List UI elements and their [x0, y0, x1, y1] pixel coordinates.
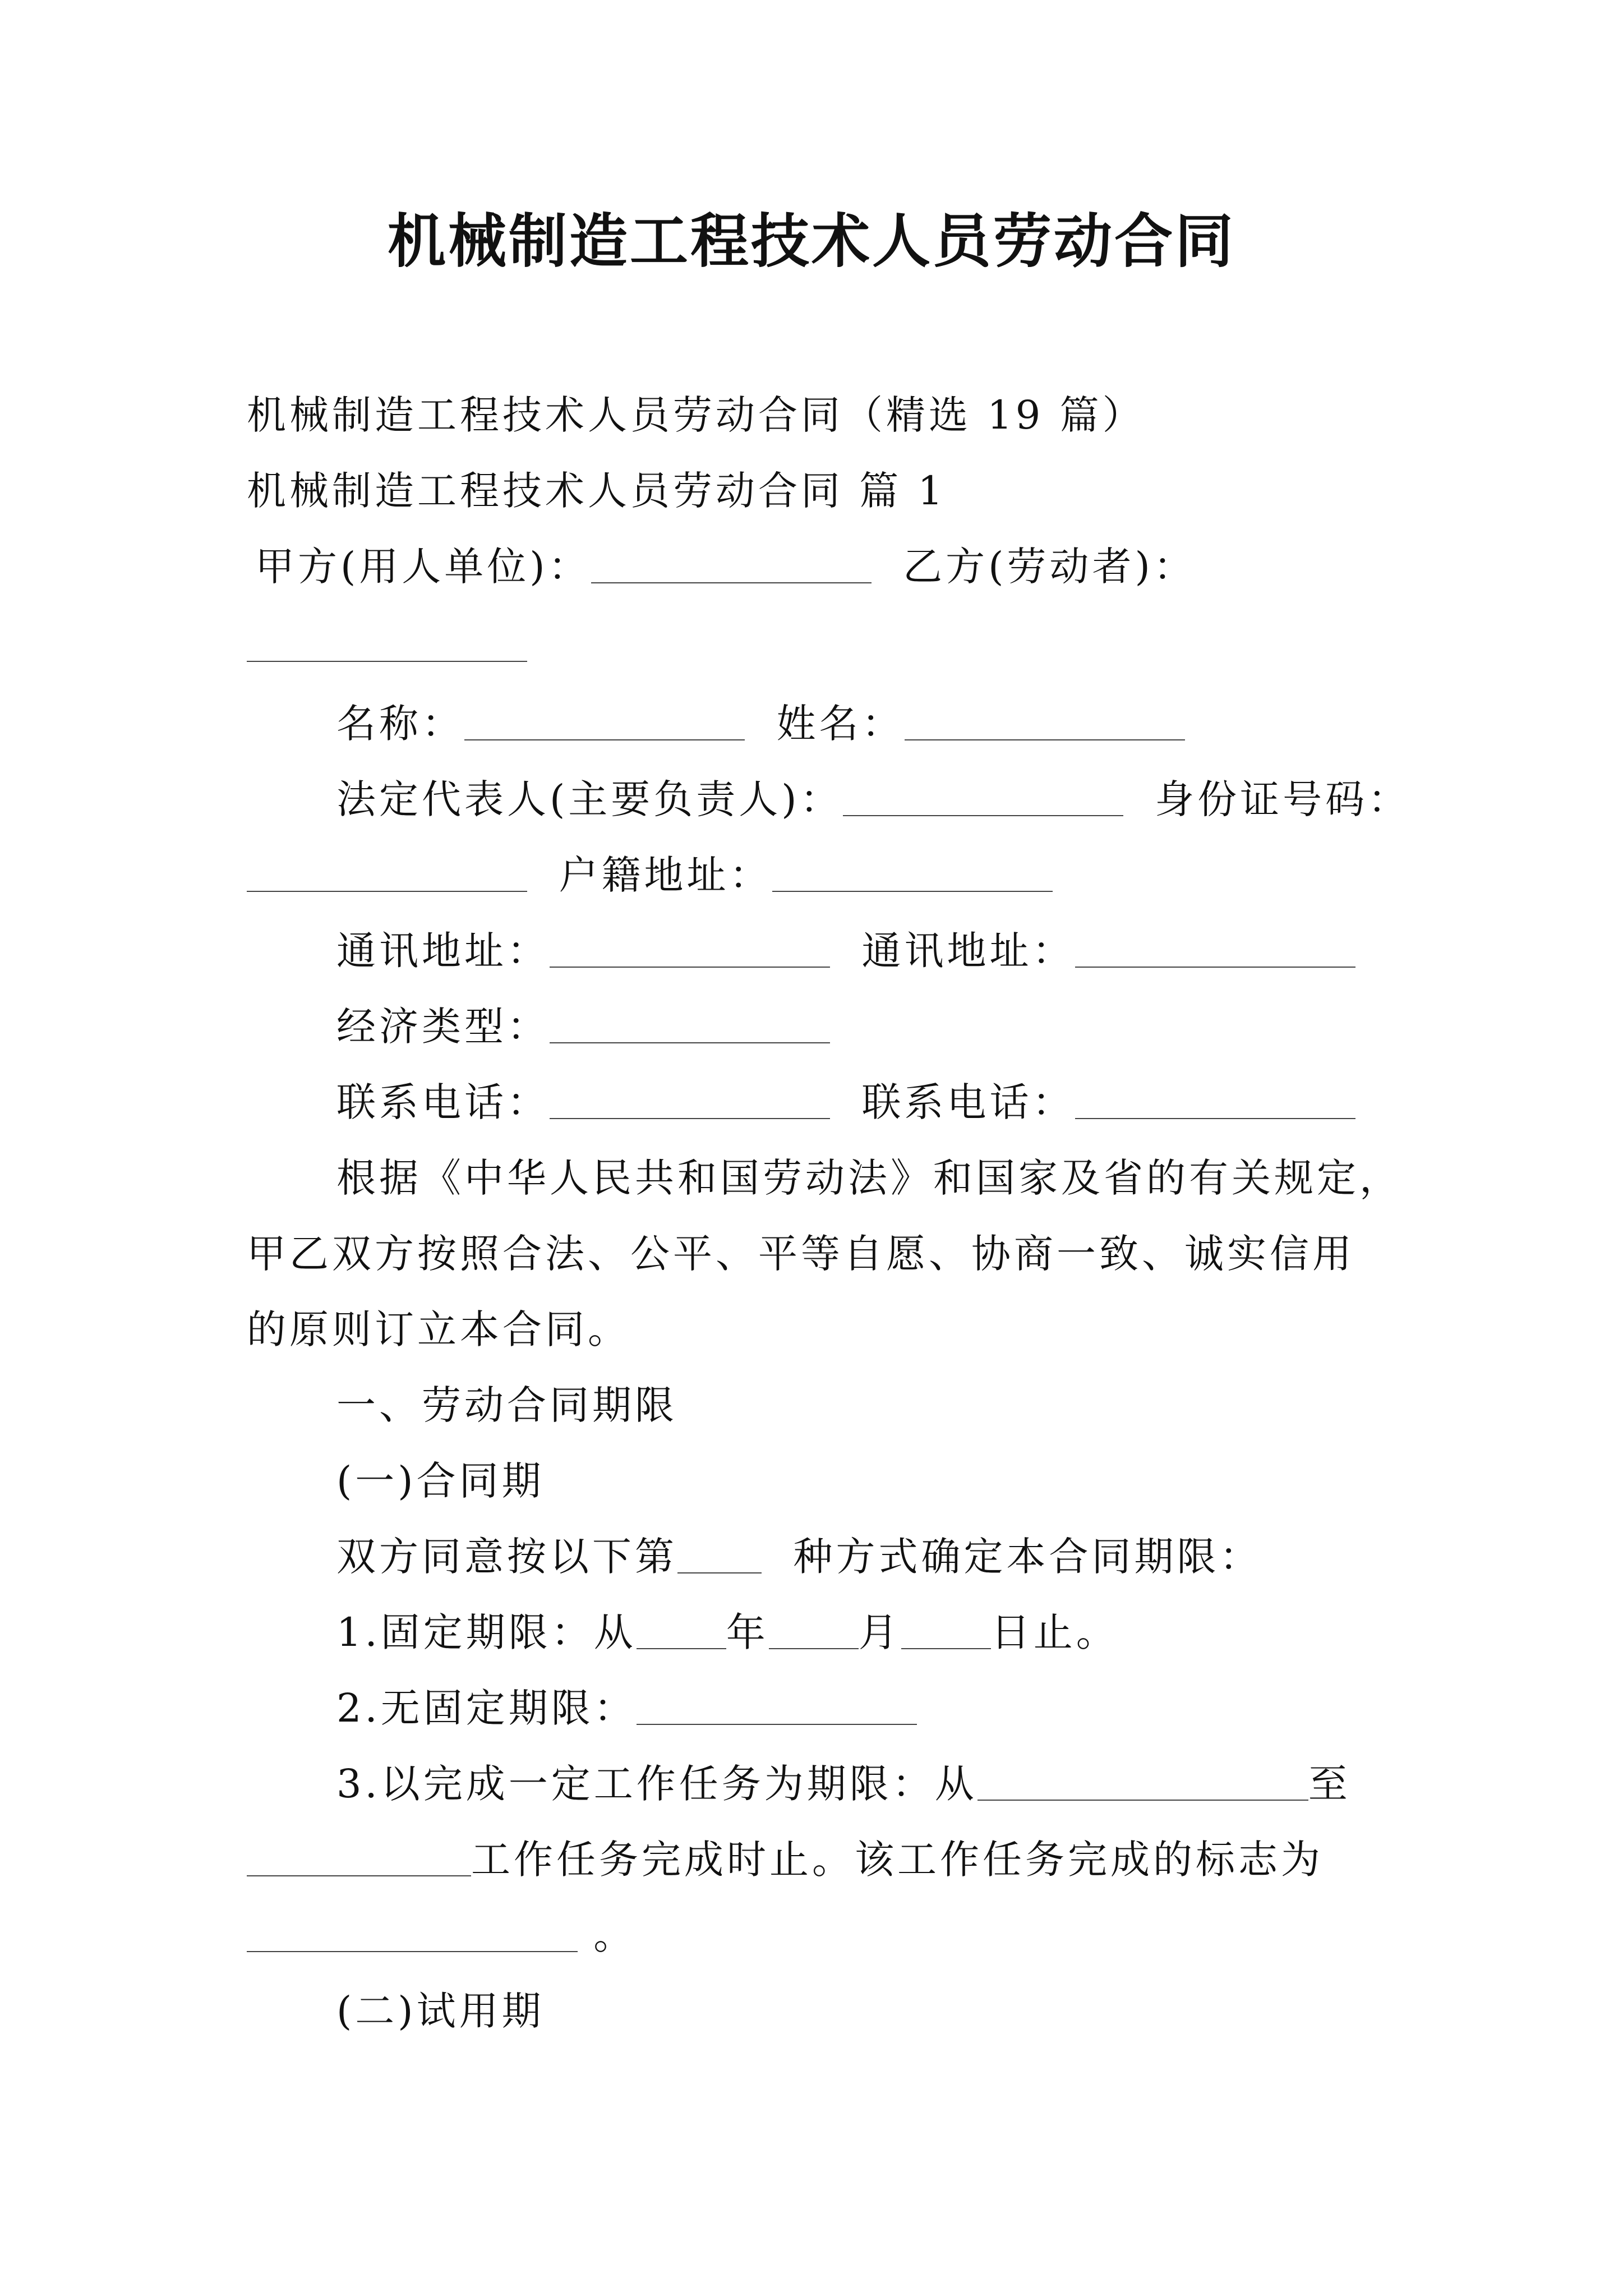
subsection-2-heading: (二)试用期	[336, 1988, 545, 2034]
household-label: 户籍地址：	[559, 852, 772, 898]
phone-a-label: 联系电话：	[336, 1079, 550, 1125]
party-b-blank-line	[247, 617, 527, 673]
household-blank	[772, 857, 1053, 892]
open-label: 2.无固定期限：	[336, 1685, 637, 1731]
open-term-line	[336, 1680, 917, 1736]
econ-type-label: 经济类型：	[336, 1004, 550, 1050]
para1-line1: 根据《中华人民共和国劳动法》和国家及省的有关规定，	[336, 1155, 1402, 1201]
year-label: 年	[726, 1609, 769, 1655]
phone-b-blank	[1075, 1084, 1355, 1119]
address-b-blank	[1075, 933, 1355, 968]
fixed-term-line	[336, 1604, 1119, 1660]
task-term-line3	[247, 1907, 636, 1963]
legal-rep-blank	[843, 781, 1123, 816]
address-a-blank	[550, 933, 830, 968]
household-line	[247, 847, 1053, 903]
task-from-blank	[978, 1766, 1308, 1801]
party-line	[255, 539, 1196, 595]
section-1-heading: 一、劳动合同期限	[336, 1382, 677, 1428]
party-a-label: 甲方(用人单位)：	[255, 544, 591, 590]
phone-line	[336, 1074, 1355, 1130]
fixed-pre: 1.固定期限：从	[336, 1609, 637, 1655]
month-label: 月	[858, 1609, 901, 1655]
day-blank	[901, 1614, 991, 1649]
address-b-label: 通讯地址：	[861, 928, 1075, 974]
address-a-label: 通讯地址：	[336, 928, 550, 974]
address-line	[336, 923, 1355, 979]
agree-pre: 双方同意按以下第	[336, 1534, 677, 1580]
para1-line2: 甲乙双方按照合法、公平、平等自愿、协商一致、诚实信用	[247, 1231, 1355, 1277]
econ-line	[336, 999, 830, 1055]
party-b-blank	[247, 627, 527, 662]
party-b-label: 乙方(劳动者)：	[903, 544, 1196, 590]
legal-rep-label: 法定代表人(主要负责人)：	[336, 776, 843, 822]
task-term-line	[336, 1756, 1351, 1812]
article-heading: 机械制造工程技术人员劳动合同 篇 1	[247, 468, 947, 514]
agree-post: 种方式确定本合同期限：	[793, 1534, 1262, 1580]
open-blank	[637, 1690, 917, 1725]
name-line	[336, 696, 1185, 752]
task-to-label: 至	[1308, 1761, 1351, 1807]
phone-b-label: 联系电话：	[861, 1079, 1075, 1125]
econ-type-blank	[550, 1009, 830, 1043]
month-blank	[769, 1614, 859, 1649]
id-label: 身份证号码：	[1155, 776, 1411, 822]
legal-rep-line	[336, 771, 1410, 827]
year-blank	[637, 1614, 726, 1649]
party-a-blank	[591, 549, 872, 583]
fullname-label: 姓名：	[776, 701, 905, 747]
subsection-1-heading: (一)合同期	[336, 1458, 545, 1504]
task-mark-blank	[247, 1917, 578, 1952]
phone-a-blank	[550, 1084, 830, 1119]
agree-blank	[677, 1539, 762, 1573]
agree-line	[336, 1529, 1262, 1585]
name-label: 名称：	[336, 701, 464, 747]
task-end-mark: 。	[593, 1912, 637, 1958]
id-blank	[247, 857, 527, 892]
subtitle-line: 机械制造工程技术人员劳动合同（精选 19 篇）	[247, 392, 1145, 438]
task-line2-text: 工作任务完成时止。该工作任务完成的标志为	[471, 1837, 1324, 1883]
task-term-line2	[247, 1832, 1324, 1888]
task-pre: 3.以完成一定工作任务为期限：从	[336, 1761, 978, 1807]
fullname-blank	[905, 706, 1185, 740]
day-end-label: 日止。	[990, 1609, 1119, 1655]
name-blank	[464, 706, 745, 740]
para1-line3: 的原则订立本合同。	[247, 1306, 630, 1352]
document-title: 机械制造工程技术人员劳动合同	[387, 206, 1235, 275]
task-to-blank	[247, 1842, 471, 1876]
